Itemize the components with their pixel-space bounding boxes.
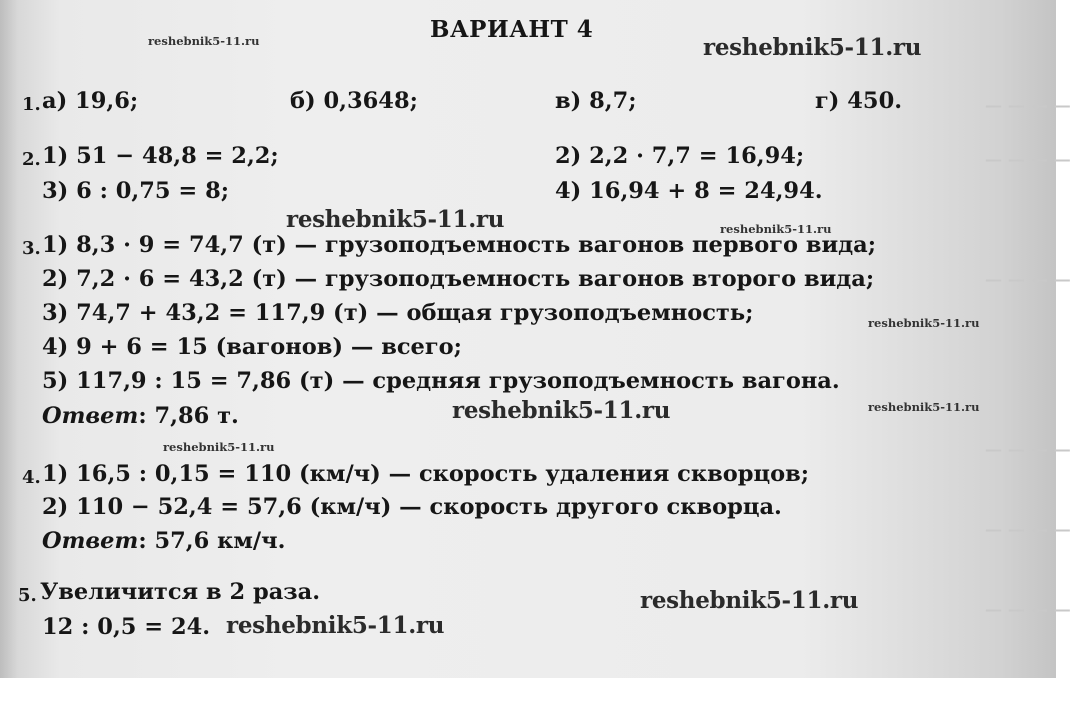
- watermark: reshebnik5-11.ru: [226, 612, 445, 639]
- watermark: reshebnik5-11.ru: [640, 587, 859, 614]
- task3-step-5: 5) 117,9 : 15 = 7,86 (т) — средняя грузоподъемность вагона.: [42, 368, 840, 394]
- watermark: reshebnik5-11.ru: [720, 222, 832, 236]
- watermark: reshebnik5-11.ru: [286, 206, 505, 233]
- task-number: 5.: [18, 585, 37, 606]
- task-number: 3.: [22, 238, 41, 259]
- task2-step-1: 1) 51 − 48,8 = 2,2;: [42, 143, 279, 169]
- task1-item-c: в) 8,7;: [555, 88, 637, 114]
- task3-step-4: 4) 9 + 6 = 15 (вагонов) — всего;: [42, 334, 462, 360]
- answer-value: : 57,6 км/ч.: [138, 528, 286, 554]
- task-number: 1.: [22, 94, 41, 115]
- watermark: reshebnik5-11.ru: [452, 397, 671, 424]
- task4-answer: [42, 528, 285, 554]
- task3-step-1: 1) 8,3 · 9 = 74,7 (т) — грузоподъемность вагонов первого вида;: [42, 232, 877, 258]
- answer-label: Ответ: [42, 403, 139, 429]
- watermark: reshebnik5-11.ru: [148, 34, 260, 48]
- answer-label: Ответ: [42, 528, 139, 554]
- bleed-through: — — — —: [985, 150, 1071, 170]
- task1-item-b: б) 0,3648;: [290, 88, 418, 114]
- bleed-through: — — — —: [985, 600, 1071, 620]
- task4-step-2: 2) 110 − 52,4 = 57,6 (км/ч) — скорость другого скворца.: [42, 494, 782, 520]
- task1-item-a: а) 19,6;: [42, 88, 139, 114]
- task-number: 2.: [22, 149, 41, 170]
- task3-step-2: 2) 7,2 · 6 = 43,2 (т) — грузоподъемность вагонов второго вида;: [42, 266, 875, 292]
- task4-step-1: 1) 16,5 : 0,15 = 110 (км/ч) — скорость удаления скворцов;: [42, 461, 810, 487]
- watermark: reshebnik5-11.ru: [703, 34, 922, 61]
- answer-value: : 7,86 т.: [138, 403, 239, 429]
- bleed-through: — — — —: [985, 520, 1071, 540]
- task2-step-3: 3) 6 : 0,75 = 8;: [42, 178, 230, 204]
- task3-answer: [42, 403, 239, 429]
- task5-calc: 12 : 0,5 = 24.: [42, 614, 211, 640]
- task3-step-3: 3) 74,7 + 43,2 = 117,9 (т) — общая грузоподъемность;: [42, 300, 754, 326]
- task5-text: Увеличится в 2 раза.: [40, 579, 321, 605]
- watermark: reshebnik5-11.ru: [868, 400, 980, 414]
- bleed-through: — — — —: [985, 440, 1071, 460]
- task1-item-d: г) 450.: [815, 88, 903, 114]
- bleed-through: — — — —: [985, 270, 1071, 290]
- task2-step-2: 2) 2,2 · 7,7 = 16,94;: [555, 143, 805, 169]
- task-number: 4.: [22, 467, 41, 488]
- watermark: reshebnik5-11.ru: [163, 440, 275, 454]
- task2-step-4: 4) 16,94 + 8 = 24,94.: [555, 178, 823, 204]
- watermark: reshebnik5-11.ru: [868, 316, 980, 330]
- page-title: ВАРИАНТ 4: [430, 16, 594, 43]
- bleed-through: — — — —: [985, 96, 1071, 116]
